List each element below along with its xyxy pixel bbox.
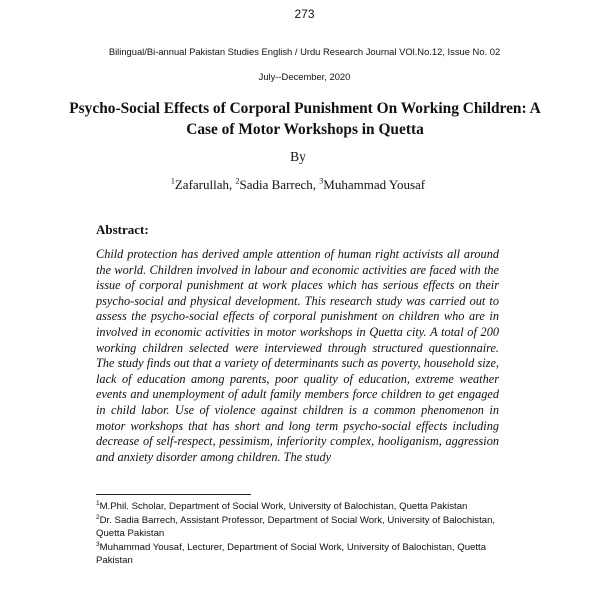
footnote: [96, 541, 506, 568]
author-name: Zafarullah: [174, 177, 229, 192]
author-mark: 1: [170, 176, 175, 186]
author-mark: 2: [235, 176, 240, 186]
journal-running-head: Bilingual/Bi-annual Pakistan Studies English / Urdu Research Journal VOl.No.12, Issue No. 02: [108, 46, 501, 57]
footnote: [96, 500, 506, 514]
abstract-heading: Abstract:: [96, 222, 149, 237]
author-list: [0, 177, 596, 193]
author-separator: ,: [229, 177, 236, 192]
author-separator: ,: [312, 177, 320, 192]
footnote-divider: [96, 494, 251, 495]
abstract-text: Child protection has derived ample attention of human right activists all around the world. Children involved in labour and economic activities are faced with the issue of corporal punishment at work places which has serious effects on their psycho-social and physical development. This research study was carried out to assess the psycho-social effects of corporal punishment on children who are in involved in economic activities in motor workshops in Quetta city. A total of 200 working children selected were interviewed through structured questionnaire. The study finds out that a variety of determinants such as poverty, household size, lack of education among parents, poor quality of education, extreme weather events and unemployment of adult family members force children to get engaged in child labor. Use of violence against children is a common phenomenon in motor workshops that has short and long term psycho-social effects including decrease of self-respect, pessimism, inferiority complex, hooliganism, aggression and anxiety disorder among children. The study: [96, 247, 499, 464]
page-number: 273: [294, 7, 315, 21]
footnote-mark: 2: [96, 513, 100, 521]
footnote-text: M.Phil. Scholar, Department of Social Work, University of Balochistan, Quetta Pakistan: [99, 501, 468, 512]
by-label: By: [290, 149, 306, 164]
footnote-mark: 1: [96, 499, 100, 507]
author-mark: 3: [319, 176, 324, 186]
footnote-text: Muhammad Yousaf, Lecturer, Department of Social Work, University of Balochistan, Quetta Pakistan: [96, 541, 487, 566]
footnote-mark: 3: [96, 540, 100, 548]
author: [236, 177, 320, 192]
author: [319, 177, 425, 192]
footnote: [96, 514, 506, 541]
author-name: Sadia Barrech: [239, 177, 313, 192]
author: [171, 177, 236, 192]
footnote-text: Dr. Sadia Barrech, Assistant Professor, Department of Social Work, University of Balochistan, Quetta Pakistan: [96, 514, 496, 539]
issue-date: July--December, 2020: [258, 71, 351, 82]
author-name: Muhammad Yousaf: [323, 177, 426, 192]
footnotes: [96, 500, 506, 568]
paper-title: Psycho-Social Effects of Corporal Punishment On Working Children: A Case of Motor Workshops in Quetta: [69, 100, 541, 138]
